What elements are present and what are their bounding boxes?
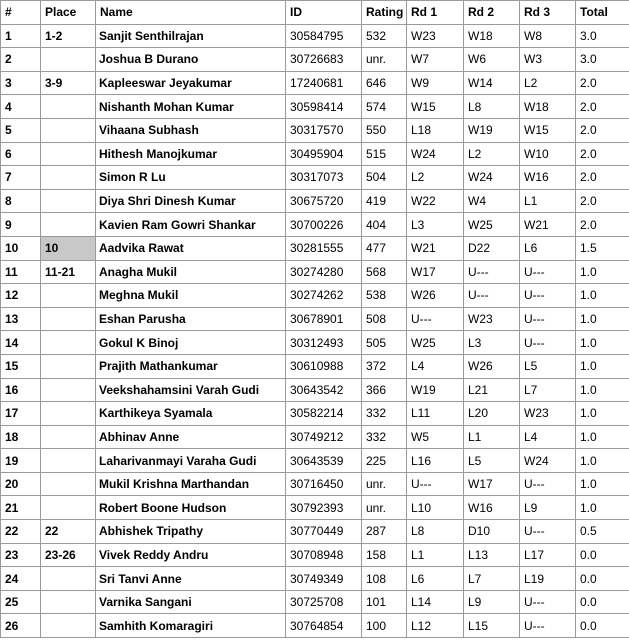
player-name[interactable]: Gokul K Binoj <box>96 331 286 355</box>
row-number[interactable]: 24 <box>1 567 41 591</box>
round-1-result[interactable]: U--- <box>407 307 464 331</box>
place-cell[interactable]: 22 <box>41 520 96 544</box>
place-cell[interactable]: 23-26 <box>41 543 96 567</box>
table-row <box>1 449 629 473</box>
place-cell[interactable] <box>41 590 96 614</box>
player-id[interactable]: 30792393 <box>286 496 362 520</box>
table-row <box>1 354 629 378</box>
row-number[interactable]: 18 <box>1 425 41 449</box>
player-rating[interactable]: 477 <box>362 236 407 260</box>
row-number[interactable]: 4 <box>1 95 41 119</box>
total-score[interactable]: 2.0 <box>576 71 629 95</box>
place-cell[interactable] <box>41 354 96 378</box>
row-number[interactable]: 5 <box>1 118 41 142</box>
player-rating[interactable]: 515 <box>362 142 407 166</box>
total-score[interactable]: 1.0 <box>576 378 629 402</box>
player-rating[interactable]: 574 <box>362 95 407 119</box>
round-2-result[interactable]: L21 <box>464 378 520 402</box>
player-name[interactable]: Samhith Komaragiri <box>96 614 286 638</box>
place-cell[interactable] <box>41 402 96 426</box>
round-1-result[interactable]: W25 <box>407 331 464 355</box>
player-rating[interactable]: 225 <box>362 449 407 473</box>
round-2-result[interactable]: W19 <box>464 118 520 142</box>
header-id[interactable]: ID <box>286 1 362 25</box>
round-2-result[interactable]: W16 <box>464 496 520 520</box>
player-rating[interactable]: 568 <box>362 260 407 284</box>
row-number[interactable]: 14 <box>1 331 41 355</box>
row-number[interactable]: 6 <box>1 142 41 166</box>
header-name[interactable]: Name <box>96 1 286 25</box>
player-rating[interactable]: 158 <box>362 543 407 567</box>
table-row <box>1 543 629 567</box>
header-round-2[interactable]: Rd 2 <box>464 1 520 25</box>
place-cell[interactable] <box>41 378 96 402</box>
player-id[interactable]: 30749212 <box>286 425 362 449</box>
table-row <box>1 284 629 308</box>
total-score[interactable]: 2.0 <box>576 189 629 213</box>
player-name[interactable]: Kapleeswar Jeyakumar <box>96 71 286 95</box>
total-score[interactable]: 1.5 <box>576 236 629 260</box>
player-rating[interactable]: 332 <box>362 402 407 426</box>
player-name[interactable]: Sanjit Senthilrajan <box>96 24 286 48</box>
player-name[interactable]: Abhishek Tripathy <box>96 520 286 544</box>
row-number[interactable]: 13 <box>1 307 41 331</box>
table-row <box>1 496 629 520</box>
round-2-result[interactable]: W4 <box>464 189 520 213</box>
row-number[interactable]: 15 <box>1 354 41 378</box>
round-1-result[interactable]: L8 <box>407 520 464 544</box>
header-row <box>1 1 629 25</box>
round-3-result[interactable]: L7 <box>520 378 576 402</box>
round-2-result[interactable]: L2 <box>464 142 520 166</box>
total-score[interactable]: 2.0 <box>576 166 629 190</box>
header-total[interactable]: Total <box>576 1 629 25</box>
place-cell[interactable] <box>41 118 96 142</box>
total-score[interactable]: 1.0 <box>576 354 629 378</box>
player-id[interactable]: 30317073 <box>286 166 362 190</box>
round-3-result[interactable]: L5 <box>520 354 576 378</box>
place-cell[interactable] <box>41 425 96 449</box>
player-name[interactable]: Nishanth Mohan Kumar <box>96 95 286 119</box>
row-number[interactable]: 19 <box>1 449 41 473</box>
round-1-result[interactable]: L11 <box>407 402 464 426</box>
player-name[interactable]: Abhinav Anne <box>96 425 286 449</box>
player-rating[interactable]: 287 <box>362 520 407 544</box>
round-1-result[interactable]: U--- <box>407 472 464 496</box>
player-id[interactable]: 30716450 <box>286 472 362 496</box>
row-number[interactable]: 11 <box>1 260 41 284</box>
player-id[interactable]: 30643539 <box>286 449 362 473</box>
player-name[interactable]: Vihaana Subhash <box>96 118 286 142</box>
place-cell[interactable] <box>41 472 96 496</box>
player-name[interactable]: Laharivanmayi Varaha Gudi <box>96 449 286 473</box>
round-3-result[interactable]: W10 <box>520 142 576 166</box>
player-name[interactable]: Veekshahamsini Varah Gudi <box>96 378 286 402</box>
player-id[interactable]: 17240681 <box>286 71 362 95</box>
table-row <box>1 24 629 48</box>
round-2-result[interactable]: L8 <box>464 95 520 119</box>
header-rating[interactable]: Rating <box>362 1 407 25</box>
round-3-result[interactable]: L1 <box>520 189 576 213</box>
player-name[interactable]: Aadvika Rawat <box>96 236 286 260</box>
table-row <box>1 614 629 638</box>
round-2-result[interactable]: W17 <box>464 472 520 496</box>
player-id[interactable]: 30764854 <box>286 614 362 638</box>
round-3-result[interactable]: W24 <box>520 449 576 473</box>
total-score[interactable]: 2.0 <box>576 142 629 166</box>
round-3-result[interactable]: U--- <box>520 284 576 308</box>
row-number[interactable]: 21 <box>1 496 41 520</box>
round-2-result[interactable]: W6 <box>464 48 520 72</box>
round-2-result[interactable]: L7 <box>464 567 520 591</box>
player-rating[interactable]: 508 <box>362 307 407 331</box>
total-score[interactable]: 1.0 <box>576 449 629 473</box>
row-number[interactable]: 17 <box>1 402 41 426</box>
player-id[interactable]: 30610988 <box>286 354 362 378</box>
round-3-result[interactable]: W21 <box>520 213 576 237</box>
round-1-result[interactable]: L1 <box>407 543 464 567</box>
place-cell[interactable]: 11-21 <box>41 260 96 284</box>
player-rating[interactable]: 646 <box>362 71 407 95</box>
round-2-result[interactable]: W23 <box>464 307 520 331</box>
total-score[interactable]: 2.0 <box>576 213 629 237</box>
place-cell[interactable] <box>41 331 96 355</box>
total-score[interactable]: 1.0 <box>576 331 629 355</box>
round-3-result[interactable]: U--- <box>520 472 576 496</box>
table-row <box>1 425 629 449</box>
player-id[interactable]: 30675720 <box>286 189 362 213</box>
player-rating[interactable]: 100 <box>362 614 407 638</box>
row-number[interactable]: 26 <box>1 614 41 638</box>
player-id[interactable]: 30643542 <box>286 378 362 402</box>
player-rating[interactable]: unr. <box>362 472 407 496</box>
player-id[interactable]: 30770449 <box>286 520 362 544</box>
total-score[interactable]: 3.0 <box>576 48 629 72</box>
row-number[interactable]: 20 <box>1 472 41 496</box>
player-id[interactable]: 30495904 <box>286 142 362 166</box>
place-cell[interactable] <box>41 95 96 119</box>
table-row <box>1 71 629 95</box>
round-1-result[interactable]: W22 <box>407 189 464 213</box>
player-rating[interactable]: 372 <box>362 354 407 378</box>
player-name[interactable]: Hithesh Manojkumar <box>96 142 286 166</box>
player-rating[interactable]: 332 <box>362 425 407 449</box>
round-1-result[interactable]: L18 <box>407 118 464 142</box>
table-row <box>1 95 629 119</box>
round-2-result[interactable]: U--- <box>464 284 520 308</box>
total-score[interactable]: 2.0 <box>576 118 629 142</box>
table-row <box>1 472 629 496</box>
player-name[interactable]: Mukil Krishna Marthandan <box>96 472 286 496</box>
round-1-result[interactable]: L6 <box>407 567 464 591</box>
player-id[interactable]: 30582214 <box>286 402 362 426</box>
player-name[interactable]: Anagha Mukil <box>96 260 286 284</box>
total-score[interactable]: 0.0 <box>576 590 629 614</box>
round-1-result[interactable]: W26 <box>407 284 464 308</box>
round-2-result[interactable]: U--- <box>464 260 520 284</box>
player-name[interactable]: Prajith Mathankumar <box>96 354 286 378</box>
player-name[interactable]: Eshan Parusha <box>96 307 286 331</box>
table-row <box>1 331 629 355</box>
row-number[interactable]: 25 <box>1 590 41 614</box>
round-2-result[interactable]: W25 <box>464 213 520 237</box>
round-2-result[interactable]: L1 <box>464 425 520 449</box>
player-rating[interactable]: 532 <box>362 24 407 48</box>
table-row <box>1 142 629 166</box>
total-score[interactable]: 3.0 <box>576 24 629 48</box>
player-name[interactable]: Sri Tanvi Anne <box>96 567 286 591</box>
player-rating[interactable]: 550 <box>362 118 407 142</box>
place-cell[interactable]: 3-9 <box>41 71 96 95</box>
round-3-result[interactable]: W18 <box>520 95 576 119</box>
player-name[interactable]: Joshua B Durano <box>96 48 286 72</box>
table-row <box>1 378 629 402</box>
round-3-result[interactable]: L19 <box>520 567 576 591</box>
row-number[interactable]: 22 <box>1 520 41 544</box>
round-1-result[interactable]: L2 <box>407 166 464 190</box>
player-name[interactable]: Simon R Lu <box>96 166 286 190</box>
total-score[interactable]: 0.0 <box>576 543 629 567</box>
row-number[interactable]: 23 <box>1 543 41 567</box>
round-1-result[interactable]: W15 <box>407 95 464 119</box>
round-1-result[interactable]: W5 <box>407 425 464 449</box>
place-cell[interactable] <box>41 449 96 473</box>
round-1-result[interactable]: W23 <box>407 24 464 48</box>
total-score[interactable]: 1.0 <box>576 472 629 496</box>
player-id[interactable]: 30274262 <box>286 284 362 308</box>
round-3-result[interactable]: L17 <box>520 543 576 567</box>
row-number[interactable]: 8 <box>1 189 41 213</box>
round-1-result[interactable]: W19 <box>407 378 464 402</box>
table-row <box>1 118 629 142</box>
player-id[interactable]: 30317570 <box>286 118 362 142</box>
player-name[interactable]: Meghna Mukil <box>96 284 286 308</box>
round-2-result[interactable]: W24 <box>464 166 520 190</box>
player-rating[interactable]: 404 <box>362 213 407 237</box>
round-2-result[interactable]: L9 <box>464 590 520 614</box>
round-3-result[interactable]: U--- <box>520 331 576 355</box>
player-rating[interactable]: 101 <box>362 590 407 614</box>
place-cell[interactable] <box>41 496 96 520</box>
round-3-result[interactable]: U--- <box>520 590 576 614</box>
round-2-result[interactable]: D10 <box>464 520 520 544</box>
round-3-result[interactable]: L4 <box>520 425 576 449</box>
table-row <box>1 402 629 426</box>
round-2-result[interactable]: L5 <box>464 449 520 473</box>
table-row <box>1 213 629 237</box>
round-1-result[interactable]: L16 <box>407 449 464 473</box>
round-3-result[interactable]: U--- <box>520 520 576 544</box>
round-1-result[interactable]: L4 <box>407 354 464 378</box>
total-score[interactable]: 1.0 <box>576 402 629 426</box>
total-score[interactable]: 0.0 <box>576 567 629 591</box>
round-2-result[interactable]: L3 <box>464 331 520 355</box>
place-cell[interactable] <box>41 166 96 190</box>
player-name[interactable]: Vivek Reddy Andru <box>96 543 286 567</box>
round-3-result[interactable]: L6 <box>520 236 576 260</box>
round-3-result[interactable]: W15 <box>520 118 576 142</box>
row-number[interactable]: 16 <box>1 378 41 402</box>
player-name[interactable]: Varnika Sangani <box>96 590 286 614</box>
player-name[interactable]: Kavien Ram Gowri Shankar <box>96 213 286 237</box>
total-score[interactable]: 0.5 <box>576 520 629 544</box>
place-cell[interactable]: 1-2 <box>41 24 96 48</box>
place-cell[interactable] <box>41 142 96 166</box>
player-id[interactable]: 30726683 <box>286 48 362 72</box>
round-1-result[interactable]: L10 <box>407 496 464 520</box>
player-id[interactable]: 30274280 <box>286 260 362 284</box>
player-rating[interactable]: 505 <box>362 331 407 355</box>
round-2-result[interactable]: W14 <box>464 71 520 95</box>
place-cell[interactable]: 10 <box>41 236 96 260</box>
player-rating[interactable]: 538 <box>362 284 407 308</box>
row-number[interactable]: 1 <box>1 24 41 48</box>
player-rating[interactable]: 504 <box>362 166 407 190</box>
row-number[interactable]: 3 <box>1 71 41 95</box>
player-id[interactable]: 30749349 <box>286 567 362 591</box>
place-cell[interactable] <box>41 307 96 331</box>
round-1-result[interactable]: L3 <box>407 213 464 237</box>
table-row <box>1 48 629 72</box>
player-id[interactable]: 30725708 <box>286 590 362 614</box>
table-row <box>1 520 629 544</box>
player-rating[interactable]: unr. <box>362 496 407 520</box>
total-score[interactable]: 0.0 <box>576 614 629 638</box>
table-row <box>1 166 629 190</box>
round-1-result[interactable]: W17 <box>407 260 464 284</box>
player-rating[interactable]: 366 <box>362 378 407 402</box>
place-cell[interactable] <box>41 567 96 591</box>
round-1-result[interactable]: W24 <box>407 142 464 166</box>
row-number[interactable]: 9 <box>1 213 41 237</box>
round-1-result[interactable]: W9 <box>407 71 464 95</box>
player-id[interactable]: 30281555 <box>286 236 362 260</box>
place-cell[interactable] <box>41 284 96 308</box>
round-1-result[interactable]: L14 <box>407 590 464 614</box>
row-number[interactable]: 12 <box>1 284 41 308</box>
round-3-result[interactable]: W3 <box>520 48 576 72</box>
header-round-3[interactable]: Rd 3 <box>520 1 576 25</box>
place-cell[interactable] <box>41 213 96 237</box>
row-number[interactable]: 10 <box>1 236 41 260</box>
table-row <box>1 260 629 284</box>
header-number[interactable]: # <box>1 1 41 25</box>
round-2-result[interactable]: L20 <box>464 402 520 426</box>
player-id[interactable]: 30700226 <box>286 213 362 237</box>
player-name[interactable]: Diya Shri Dinesh Kumar <box>96 189 286 213</box>
player-name[interactable]: Karthikeya Syamala <box>96 402 286 426</box>
row-number[interactable]: 2 <box>1 48 41 72</box>
round-3-result[interactable]: W8 <box>520 24 576 48</box>
table-row <box>1 567 629 591</box>
player-rating[interactable]: unr. <box>362 48 407 72</box>
total-score[interactable]: 1.0 <box>576 260 629 284</box>
total-score[interactable]: 1.0 <box>576 307 629 331</box>
round-1-result[interactable]: W7 <box>407 48 464 72</box>
table-row <box>1 590 629 614</box>
place-cell[interactable] <box>41 614 96 638</box>
round-1-result[interactable]: L12 <box>407 614 464 638</box>
round-1-result[interactable]: W21 <box>407 236 464 260</box>
round-3-result[interactable]: W23 <box>520 402 576 426</box>
table-row <box>1 236 629 260</box>
round-2-result[interactable]: D22 <box>464 236 520 260</box>
total-score[interactable]: 1.0 <box>576 496 629 520</box>
round-3-result[interactable]: L9 <box>520 496 576 520</box>
round-3-result[interactable]: U--- <box>520 260 576 284</box>
total-score[interactable]: 1.0 <box>576 284 629 308</box>
table-row <box>1 189 629 213</box>
row-number[interactable]: 7 <box>1 166 41 190</box>
round-3-result[interactable]: L2 <box>520 71 576 95</box>
player-rating[interactable]: 419 <box>362 189 407 213</box>
round-3-result[interactable]: W16 <box>520 166 576 190</box>
total-score[interactable]: 1.0 <box>576 425 629 449</box>
player-id[interactable]: 30312493 <box>286 331 362 355</box>
player-id[interactable]: 30584795 <box>286 24 362 48</box>
round-2-result[interactable]: W26 <box>464 354 520 378</box>
round-2-result[interactable]: W18 <box>464 24 520 48</box>
player-name[interactable]: Robert Boone Hudson <box>96 496 286 520</box>
round-2-result[interactable]: L13 <box>464 543 520 567</box>
player-rating[interactable]: 108 <box>362 567 407 591</box>
round-3-result[interactable]: U--- <box>520 614 576 638</box>
total-score[interactable]: 2.0 <box>576 95 629 119</box>
table-row <box>1 307 629 331</box>
round-2-result[interactable]: L15 <box>464 614 520 638</box>
player-id[interactable]: 30708948 <box>286 543 362 567</box>
place-cell[interactable] <box>41 48 96 72</box>
place-cell[interactable] <box>41 189 96 213</box>
player-id[interactable]: 30678901 <box>286 307 362 331</box>
header-place[interactable]: Place <box>41 1 96 25</box>
player-id[interactable]: 30598414 <box>286 95 362 119</box>
header-round-1[interactable]: Rd 1 <box>407 1 464 25</box>
round-3-result[interactable]: U--- <box>520 307 576 331</box>
